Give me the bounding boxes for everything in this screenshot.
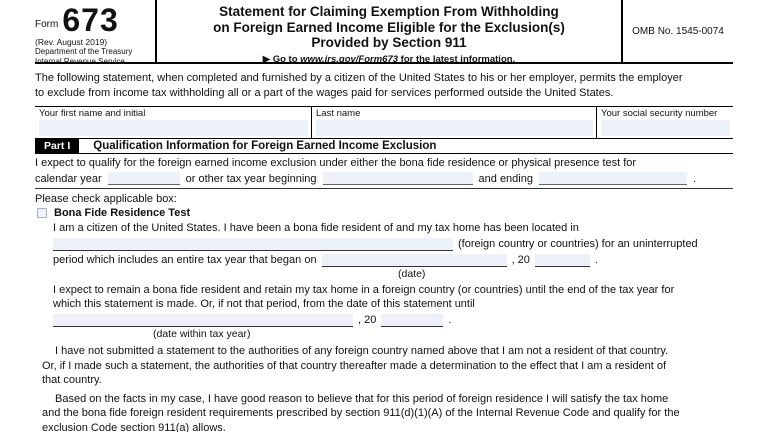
form-number: 673	[62, 2, 119, 38]
form-word: Form	[35, 19, 59, 30]
began-date-input[interactable]	[322, 254, 507, 267]
comma-20-label: , 20	[511, 254, 530, 266]
tax-year-beginning-input[interactable]	[323, 172, 473, 185]
last-name-input[interactable]	[316, 120, 593, 136]
omb-number: OMB No. 1545-0074	[632, 25, 724, 37]
and-ending-label: and ending	[478, 173, 533, 185]
bona-fide-checkbox[interactable]	[37, 208, 47, 218]
part1-label: Part I	[35, 139, 79, 154]
form-header	[35, 0, 733, 64]
form-title-line-2: on Foreign Earned Income Eligible for the Exclusion(s)	[213, 19, 565, 35]
foreign-country-suffix: (foreign country or countries) for an uninterrupted	[458, 238, 698, 250]
part1-heading: Qualification Information for Foreign Earned Income Exclusion	[93, 140, 437, 152]
foreign-country-row	[53, 237, 733, 251]
remain-line-1: I expect to remain a bona fide resident and retain my tax home in a foreign country (or countries) until the end of the tax year for	[53, 284, 675, 296]
ssn-label: Your social security number	[601, 108, 718, 119]
first-name-input[interactable]	[39, 120, 308, 136]
calendar-year-input[interactable]	[108, 172, 180, 185]
bona-fide-section	[53, 221, 733, 340]
tax-year-ending-input[interactable]	[539, 172, 687, 185]
not-submitted-paragraph: I have not submitted a statement to the authorities of any foreign country named above that I am not a resident of that country. Or, if I made such a statement, the authorities of that country thereafter made a determination to the effect that I am a resident of that country.	[42, 345, 669, 386]
form-title-line-3: Provided by Section 911	[311, 35, 467, 50]
arrow-icon: ▶ Go to	[262, 53, 301, 65]
until-sentence-period: .	[448, 314, 452, 326]
date-caption: (date)	[398, 268, 426, 280]
tax-year-began-row	[53, 253, 733, 267]
ssn-input[interactable]	[601, 120, 730, 136]
period-prefix: period which includes an entire tax year that began on	[53, 254, 317, 266]
qualify-sentence: I expect to qualify for the foreign earned income exclusion under either the bona fide residence or physical presence test for	[35, 157, 637, 169]
first-name-cell	[35, 107, 312, 138]
statement-until-row	[53, 313, 733, 327]
bona-fide-title: Bona Fide Residence Test	[54, 207, 191, 219]
form-title-line-1: Statement for Claiming Exemption From Withholding	[219, 4, 559, 19]
sentence-period: .	[594, 254, 598, 266]
until-comma-20-label: , 20	[358, 314, 377, 326]
intro-paragraph: The following statement, when completed and furnished by a citizen of the United States to his or her employer, permits the employer to exclude from income tax withholding all or a part of the wages paid for services performed outside the United States.	[35, 72, 683, 99]
check-instruction: Please check applicable box:	[35, 193, 177, 205]
last-name-cell	[312, 107, 597, 138]
ssn-cell	[597, 107, 733, 138]
citizen-sentence: I am a citizen of the United States. I have been a bona fide resident of and my tax home has been located in	[53, 222, 579, 234]
name-table	[35, 106, 733, 138]
date-within-caption: (date within tax year)	[153, 328, 251, 340]
irs-url: www.irs.gov/Form673	[300, 53, 399, 65]
until-date-input[interactable]	[53, 314, 353, 327]
began-year-input[interactable]	[535, 254, 590, 267]
omb-block	[623, 0, 733, 62]
form-title-block	[155, 0, 623, 65]
part1-header	[35, 138, 733, 154]
period-mark: .	[692, 173, 697, 185]
first-name-label: Your first name and initial	[39, 108, 146, 119]
agency-line-1: Department of the Treasury	[35, 47, 133, 56]
remain-line-2: which this statement is made. Or, if not that period, from the date of this statement until	[53, 298, 475, 310]
foreign-country-input[interactable]	[53, 238, 453, 251]
other-tax-label: or other tax year beginning	[185, 173, 317, 185]
based-facts-paragraph: Based on the facts in my case, I have good reason to believe that for this period of foreign residence I will satisfy the tax home and the bona fide foreign resident requirements prescribed by section 911(d)(1)(A) of the Internal Revenue Code and qualify for the exclusion Code section 911(a) allows.	[42, 392, 680, 432]
goto-instruction: ▶ Go to www.irs.gov/Form673 for the latest information.	[262, 53, 516, 65]
last-name-label: Last name	[316, 108, 361, 119]
calendar-year-row	[35, 170, 733, 189]
calendar-year-label: calendar year	[35, 173, 102, 185]
until-year-input[interactable]	[381, 314, 443, 327]
agency-line-2: Internal Revenue Service	[35, 56, 125, 66]
form-revision: (Rev. August 2019)	[35, 37, 108, 47]
form-id-block	[35, 0, 155, 66]
bona-fide-checkbox-row	[37, 207, 733, 219]
